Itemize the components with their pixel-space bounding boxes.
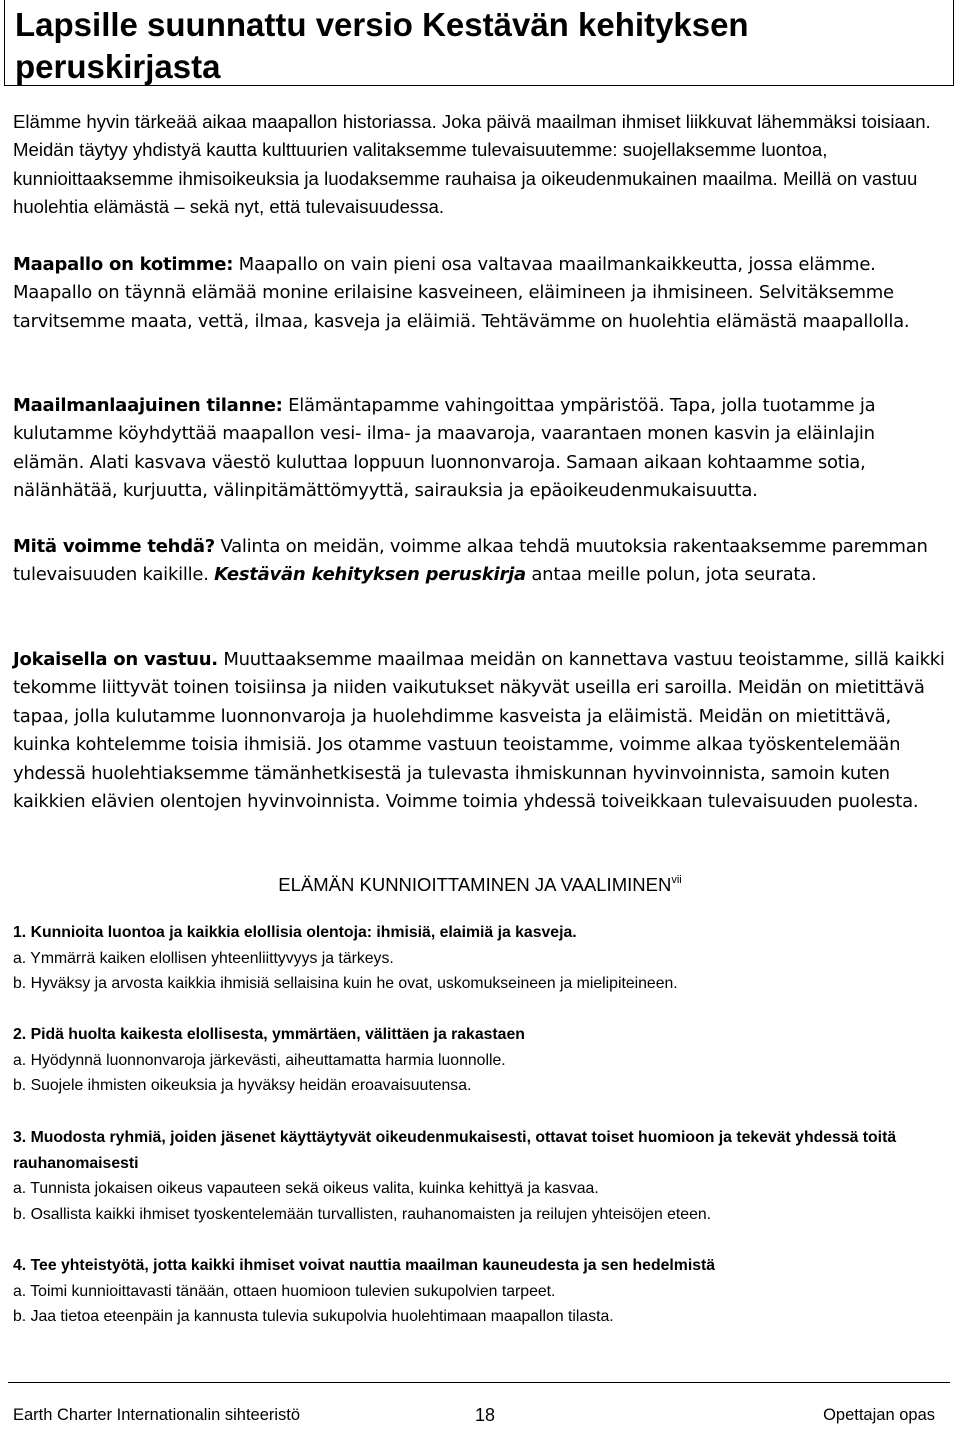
intro-paragraph: Elämme hyvin tärkeää aikaa maapallon historiassa. Joka päivä maailman ihmiset liikkuvat lähemmäksi toisiaan. Meidän täytyy yhdistyä kautta kulttuurien valitaksemme tulevaisuutemme: suojellaksemme luontoa, kunnioittaaksemme ihmisoikeuksia ja luodaksemme rauhaisa ja oikeudenmukainen maailma. Meillä on vastuu huolehtia elämästä – sekä nyt, että tulevaisuudessa.	[13, 111, 931, 218]
principle-1-a: a. Ymmärrä kaiken elollisen yhteenliittyvyys ja tärkeys.	[13, 949, 394, 967]
section-resp-lead: Jokaisella on vastuu.	[13, 649, 218, 670]
section-global-situation	[13, 392, 948, 506]
section-what-can-we-do	[13, 533, 948, 590]
section-global-text: Elämäntapamme vahingoittaa ympäristöä. Tapa, jolla tuotamme ja kulutamme köyhdyttää maapallon vesi- ilma- ja maavaroja, vaarantaen monen kasvin ja eläinlajin elämän. Alati kasvava väestö kuluttaa loppuun luonnonvaroja. Samaan aikaan kohtaamme sotia, nälänhätää, kurjuutta, välinpitämättömyyttä, sairauksia ja epäoikeudenmukaisuutta.	[13, 395, 876, 502]
principle-2-head: 2. Pidä huolta kaikesta elollisesta, ymmärtäen, välittäen ja rakastaen	[13, 1026, 525, 1043]
principle-3-a: a. Tunnista jokaisen oikeus vapauteen sekä oikeus valita, kuinka kehittyä ja kasvaa.	[13, 1180, 599, 1197]
principle-2-b: b. Suojele ihmisten oikeuksia ja hyväksy heidän eroavaisuutensa.	[13, 1077, 472, 1094]
section-responsibility	[13, 646, 948, 816]
section-what-lead: Mitä voimme tehdä?	[13, 536, 215, 557]
footer-left: Earth Charter Internationalin sihteeristö	[13, 1406, 301, 1424]
principle-4-a: a. Toimi kunnioittavasti tänään, ottaen huomioon tulevien sukupolvien tarpeet.	[13, 1282, 556, 1300]
section-what-tail: antaa meille polun, jota seurata.	[525, 564, 817, 586]
principle-1-b: b. Hyväksy ja arvosta kaikkia ihmisiä sellaisina kuin he ovat, uskomukseineen ja mielipiteineen.	[13, 975, 678, 992]
footer-divider	[8, 1382, 950, 1383]
section-home	[13, 251, 948, 336]
principle-2-a: a. Hyödynnä luonnonvaroja järkevästi, aiheuttamatta harmia luonnolle.	[13, 1051, 506, 1069]
title-box	[4, 0, 954, 86]
principle-1	[13, 920, 948, 997]
principle-3	[13, 1125, 948, 1227]
footnote-marker: vii	[671, 874, 682, 886]
principle-4-b: b. Jaa tietoa eteenpäin ja kannusta tulevia sukupolvia huolehtimaan maapallon tilasta.	[13, 1308, 614, 1325]
principles-heading-text: ELÄMÄN KUNNIOITTAMINEN JA VAALIMINEN	[278, 874, 672, 895]
section-home-text: Maapallo on vain pieni osa valtavaa maailmankaikkeutta, jossa elämme. Maapallo on täynnä elämää monine erilaisine kasveineen, eläimineen ja ihmisineen. Selvitäksemme tarvitsemme maata, vettä, ilmaa, kasveja ja eläimiä. Tehtävämme on huolehtia elämästä maapallolla.	[13, 254, 910, 332]
section-what-text: Valinta on meidän, voimme alkaa tehdä muutoksia rakentaaksemme paremman tulevaisuuden kaikille.	[13, 536, 928, 586]
footer-right: Opettajan opas	[823, 1406, 935, 1424]
principle-3-head: 3. Muodosta ryhmiä, joiden jäsenet käyttäytyvät oikeudenmukaisesti, ottavat toiset huomioon ja tekevät yhdessä toitä rauhanomaisesti	[13, 1129, 897, 1172]
principle-4	[13, 1253, 948, 1330]
principle-1-head: 1. Kunnioita luontoa ja kaikkia elollisia olentoja: ihmisiä, elaimiä ja kasveja.	[13, 924, 577, 941]
principle-4-head: 4. Tee yhteistyötä, jotta kaikki ihmiset voivat nauttia maailman kauneudesta ja sen hedelmistä	[13, 1257, 716, 1274]
principle-2	[13, 1022, 948, 1099]
section-global-lead: Maailmanlaajuinen tilanne:	[13, 395, 283, 416]
page-number: 18	[475, 1405, 496, 1425]
section-resp-text: Muuttaaksemme maailmaa meidän on kannettava vastuu teoistamme, sillä kaikki tekomme liittyvät toinen toisiinsa ja niiden vaikutukset näkyvät useilla eri saroilla. Meidän on mietittävä tapaa, jolla kulutamme luonnonvaroja ja huolehdimme kasveista ja eläimistä. Meidän on mietittävä, kuinka kohtelemme toisia ihmisiä. Jos otamme vastuun teoistamme, voimme alkaa työskentelemään yhdessä huolehtiaksemme tämänhetkisestä ja tulevasta ihmiskunnan hyvinvoinnista, samoin kuten kaikkien elävien olentojen hyvinvoinnista. Voimme toimia yhdessä toiveikkaan tulevaisuuden puolesta.	[13, 649, 945, 813]
principles-heading	[0, 872, 960, 898]
section-home-lead: Maapallo on kotimme:	[13, 254, 234, 275]
charter-emphasis: Kestävän kehityksen peruskirja	[214, 564, 526, 586]
principle-3-b: b. Osallista kaikki ihmiset tyoskentelemään turvallisten, rauhanomaisten ja reilujen yhteisöjen eteen.	[13, 1205, 712, 1223]
page-title: Lapsille suunnattu versio Kestävän kehityksen peruskirjasta	[15, 6, 749, 85]
